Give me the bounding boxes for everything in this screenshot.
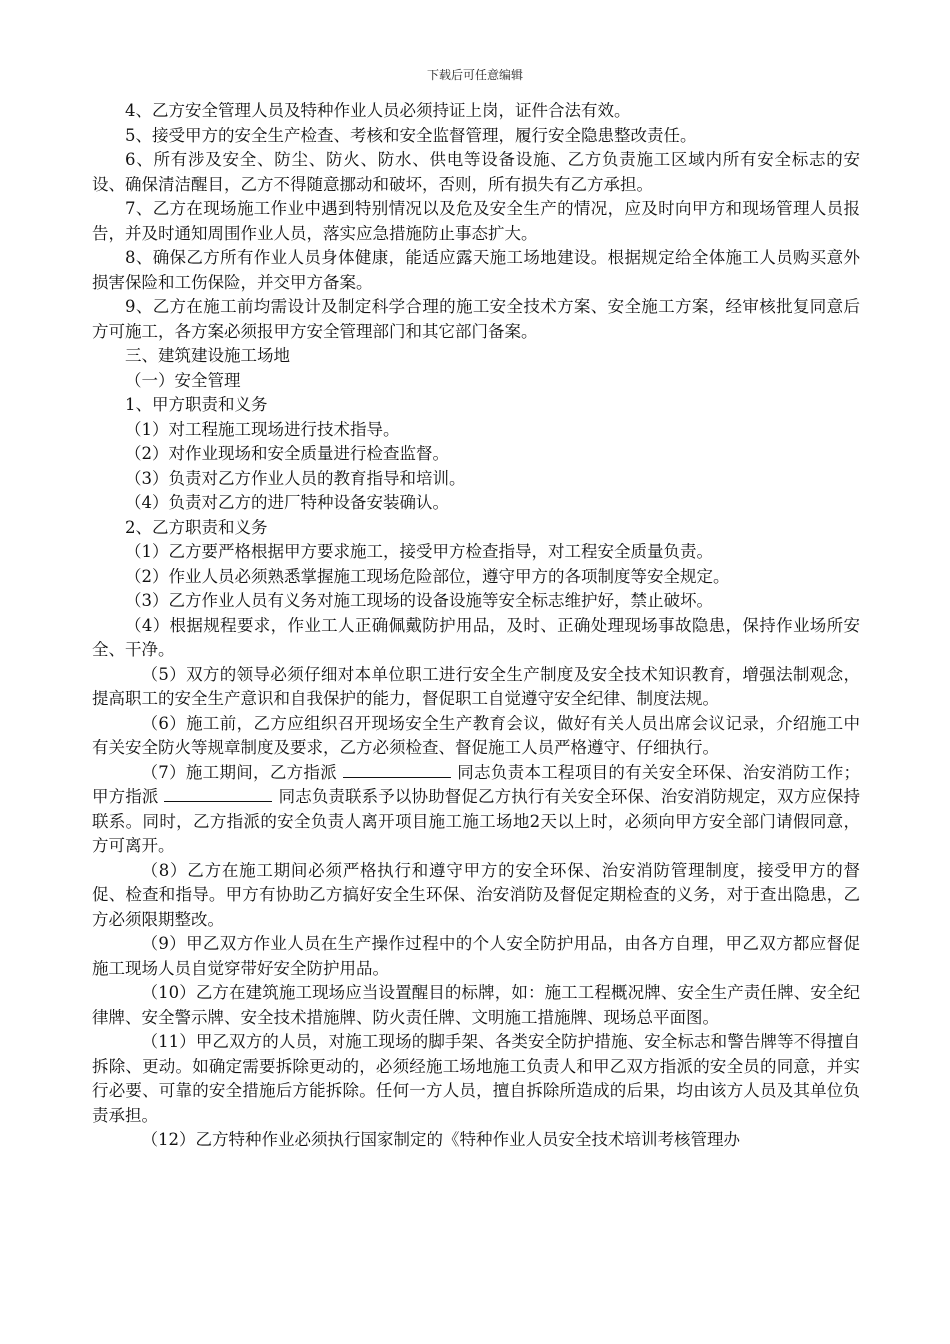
list-item: （5）双方的领导必须仔细对本单位职工进行安全生产制度及安全技术知识教育，增强法制观念，提高职工的安全生产意识和自我保护的能力，督促职工自觉遵守安全纪律、制度法规。 (92, 664, 860, 708)
list-item: （1）乙方要严格根据甲方要求施工，接受甲方检查指导，对工程安全质量负责。 (125, 542, 713, 561)
list-item-7-part2: 同志负责本工程项目的有关安全环保、治安消防工作；甲方指派 (92, 762, 861, 806)
list-item: （3）乙方作业人员有义务对施工现场的设备设施等安全标志维护好，禁止破坏。 (125, 591, 713, 610)
item-heading: 1、甲方职责和义务 (125, 395, 268, 414)
list-item: （12）乙方特种作业必须执行国家制定的《特种作业人员安全技术培训考核管理办 (141, 1130, 740, 1149)
list-item: （8）乙方在施工期间必须严格执行和遵守甲方的安全环保、治安消防管理制度，接受甲方的督促、检查和指导。甲方有协助乙方搞好安全生环保、治安消防及督促定期检查的义务，对于查出隐患，乙方必须限期整改。 (92, 860, 860, 929)
page-header: 下载后可任意编辑 (426, 68, 523, 82)
section-heading: 三、建筑建设施工场地 (125, 346, 290, 365)
paragraph: 8、确保乙方所有作业人员身体健康，能适应露天施工场地建设。根据规定给全体施工人员购买意外损害保险和工伤保险，并交甲方备案。 (92, 248, 860, 292)
paragraph: 9、乙方在施工前均需设计及制定科学合理的施工安全技术方案、安全施工方案，经审核批复同意后方可施工，各方案必须报甲方安全管理部门和其它部门备案。 (92, 297, 860, 341)
list-item-7-part1: （7）施工期间，乙方指派 (141, 762, 337, 782)
paragraph: 5、接受甲方的安全生产检查、考核和安全监督管理，履行安全隐患整改责任。 (125, 125, 697, 145)
list-item: （6）施工前，乙方应组织召开现场安全生产教育会议，做好有关人员出席会议记录，介绍施工中有关安全防火等规章制度及要求，乙方必须检查、督促施工人员严格遵守、仔细执行。 (92, 713, 860, 757)
fill-in-blank[interactable] (343, 761, 451, 778)
paragraph: 6、所有涉及安全、防尘、防火、防水、供电等设备设施、乙方负责施工区域内所有安全标志的安设、确保清洁醒目，乙方不得随意挪动和破坏，否则，所有损失有乙方承担。 (92, 150, 860, 194)
list-item: （3）负责对乙方作业人员的教育指导和培训。 (125, 468, 466, 488)
list-item: （2）对作业现场和安全质量进行检查监督。 (125, 444, 449, 463)
list-item: （11）甲乙双方的人员，对施工现场的脚手架、各类安全防护措施、安全标志和警告牌等不得擅自拆除、更动。如确定需要拆除更动的，必须经施工场地施工负责人和甲乙双方指派的安全员的同意，并实行必要、可靠的安全措施后方能拆除。任何一方人员，擅自拆除所造成的后果，均由该方人员及其单位负责承担。 (92, 1032, 860, 1125)
list-item: （9）甲乙双方作业人员在生产操作过程中的个人安全防护用品，由各方自理，甲乙双方都应督促施工现场人员自觉穿带好安全防护用品。 (92, 934, 860, 978)
paragraph: 7、乙方在现场施工作业中遇到特别情况以及危及安全生产的情况，应及时向甲方和现场管理人员报告，并及时通知周围作业人员，落实应急措施防止事态扩大。 (92, 199, 860, 243)
list-item: （2）作业人员必须熟悉掌握施工现场危险部位，遵守甲方的各项制度等安全规定。 (125, 566, 730, 586)
list-item: （4）根据规程要求，作业工人正确佩戴防护用品，及时、正确处理现场事故隐患，保持作业场所安全、干净。 (92, 615, 860, 659)
document-body (92, 99, 860, 1153)
subsection-heading: （一）安全管理 (125, 370, 241, 390)
list-item-7-part3: 同志负责联系予以协助督促乙方执行有关安全环保、治安消防规定，双方应保持联系。同时，乙方指派的安全负责人离开项目施工施工场地2天以上时，必须向甲方安全部门请假同意，方可离开。 (92, 787, 861, 855)
list-item: （10）乙方在建筑施工现场应当设置醒目的标牌，如：施工工程概况牌、安全生产责任牌、安全纪律牌、安全警示牌、安全技术措施牌、防火责任牌、文明施工措施牌、现场总平面图。 (92, 983, 860, 1027)
item-heading: 2、乙方职责和义务 (125, 517, 268, 537)
paragraph: 4、乙方安全管理人员及特种作业人员必须持证上岗，证件合法有效。 (125, 101, 631, 120)
list-item-7 (92, 761, 860, 859)
fill-in-blank[interactable] (164, 785, 272, 802)
list-item: （4）负责对乙方的进厂特种设备安装确认。 (125, 493, 449, 512)
list-item: （1）对工程施工现场进行技术指导。 (125, 419, 400, 439)
